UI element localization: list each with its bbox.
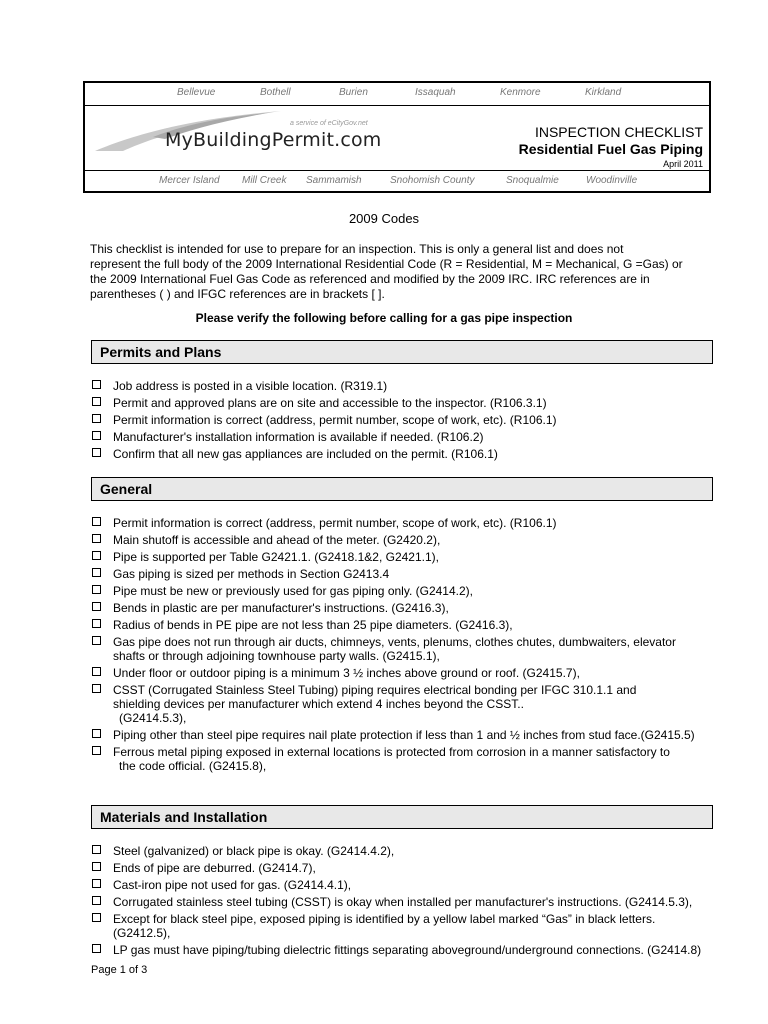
checkbox[interactable] xyxy=(92,944,101,953)
checklist-item-text: Piping other than steel pipe requires nail plate protection if less than 1 and ½ inches from stud face.(G2415.5) xyxy=(113,728,695,742)
checkbox[interactable] xyxy=(92,684,101,693)
checkbox[interactable] xyxy=(92,568,101,577)
logo-text: MyBuildingPermit.com xyxy=(165,129,382,151)
checkbox[interactable] xyxy=(92,896,101,905)
checklist-item-text: Ends of pipe are deburred. (G2414.7), xyxy=(113,861,316,875)
intro-line: parentheses ( ) and IFGC references are in brackets [ ]. xyxy=(90,287,385,301)
checklist-item-continuation: (G2414.5.3), xyxy=(119,711,187,725)
checklist-item xyxy=(91,516,731,530)
checkbox[interactable] xyxy=(92,585,101,594)
checkbox[interactable] xyxy=(92,534,101,543)
checklist-item xyxy=(91,618,731,632)
checklist-item-text: Main shutoff is accessible and ahead of the meter. (G2420.2), xyxy=(113,533,441,547)
checklist-item-text: Except for black steel pipe, exposed piping is identified by a yellow label marked “Gas” in black letters. xyxy=(113,912,656,926)
city-link[interactable]: Snoqualmie xyxy=(506,175,559,186)
checklist-item-text: Manufacturer's installation information is available if needed. (R106.2) xyxy=(113,430,484,444)
checklist-item xyxy=(91,601,731,615)
checklist-date: April 2011 xyxy=(663,159,703,169)
section-header-permits-and-plans: Permits and Plans xyxy=(91,340,713,364)
checklist-item-text: Permit information is correct (address, permit number, scope of work, etc). (R106.1) xyxy=(113,413,557,427)
checkbox[interactable] xyxy=(92,879,101,888)
checklist-item xyxy=(91,447,731,461)
checklist-item xyxy=(91,584,731,598)
checklist-item xyxy=(91,745,731,773)
logo-service-text: a service of eCityGov.net xyxy=(290,120,368,127)
mybuildingpermit-logo xyxy=(85,105,415,170)
checklist-item xyxy=(91,396,731,410)
checklist-item-text: Job address is posted in a visible location. (R319.1) xyxy=(113,379,388,393)
checkbox[interactable] xyxy=(92,845,101,854)
city-link[interactable]: Issaquah xyxy=(415,87,456,98)
checkbox[interactable] xyxy=(92,448,101,457)
checklist-materials-and-installation xyxy=(91,844,731,960)
checklist-title: INSPECTION CHECKLIST xyxy=(534,124,703,140)
checklist-item-text: CSST (Corrugated Stainless Steel Tubing) piping requires electrical bonding per IFGC 310.1.1 and xyxy=(113,683,637,697)
checkbox[interactable] xyxy=(92,729,101,738)
checklist-subtitle: Residential Fuel Gas Piping xyxy=(518,141,703,157)
checklist-item-text: Corrugated stainless steel tubing (CSST) is okay when installed per manufacturer's instructions. (G2414.5.3), xyxy=(113,895,693,909)
checklist-item-text: Permit and approved plans are on site and accessible to the inspector. (R106.3.1) xyxy=(113,396,547,410)
checklist-item-text: Pipe must be new or previously used for gas piping only. (G2414.2), xyxy=(113,584,473,598)
checkbox[interactable] xyxy=(92,667,101,676)
checklist-item-text: Under floor or outdoor piping is a minimum 3 ½ inches above ground or roof. (G2415.7), xyxy=(113,666,580,680)
checkbox[interactable] xyxy=(92,602,101,611)
city-link[interactable]: Mercer Island xyxy=(159,175,220,186)
checklist-item xyxy=(91,666,731,680)
intro-line: represent the full body of the 2009 International Residential Code (R = Residential, M = Mechanical, G =Gas) or xyxy=(90,257,683,271)
checklist-item-text: Gas piping is sized per methods in Section G2413.4 xyxy=(113,567,390,581)
checkbox[interactable] xyxy=(92,746,101,755)
city-link[interactable]: Bellevue xyxy=(177,87,216,98)
intro-paragraph xyxy=(90,242,720,302)
checklist-item-text: Steel (galvanized) or black pipe is okay. (G2414.4.2), xyxy=(113,844,395,858)
checklist-item xyxy=(91,567,731,581)
checkbox[interactable] xyxy=(92,431,101,440)
checklist-item xyxy=(91,844,731,858)
checklist-item-text: Bends in plastic are per manufacturer's instructions. (G2416.3), xyxy=(113,601,449,615)
checkbox[interactable] xyxy=(92,380,101,389)
city-row-top xyxy=(85,83,709,106)
city-link[interactable]: Sammamish xyxy=(306,175,362,186)
checkbox[interactable] xyxy=(92,397,101,406)
checklist-item xyxy=(91,861,731,875)
checklist-general xyxy=(91,516,731,776)
checklist-item-continuation: shielding devices per manufacturer which extend 4 inches beyond the CSST.. xyxy=(113,697,524,711)
intro-line: the 2009 International Fuel Gas Code as referenced and modified by the 2009 IRC. IRC references are in xyxy=(90,272,650,286)
checklist-item-text: LP gas must have piping/tubing dielectric fittings separating aboveground/underground connections. (G2414.8) xyxy=(113,943,702,957)
city-link[interactable]: Mill Creek xyxy=(242,175,287,186)
header-box xyxy=(83,81,711,193)
checklist-item xyxy=(91,430,731,444)
city-link[interactable]: Kenmore xyxy=(500,87,541,98)
checklist-item xyxy=(91,635,731,663)
checklist-item xyxy=(91,895,731,909)
checkbox[interactable] xyxy=(92,862,101,871)
checklist-item-continuation: the code official. (G2415.8), xyxy=(119,759,267,773)
checklist-item-text: Permit information is correct (address, permit number, scope of work, etc). (R106.1) xyxy=(113,516,557,530)
checklist-item-continuation: (G2412.5), xyxy=(113,926,171,940)
city-link[interactable]: Woodinville xyxy=(586,175,638,186)
city-row-bottom xyxy=(85,170,709,192)
checkbox[interactable] xyxy=(92,619,101,628)
checklist-item-text: Ferrous metal piping exposed in external locations is protected from corrosion in a manner satisfactory to xyxy=(113,745,670,759)
checklist-item-continuation: shafts or through adjoining townhouse party walls. (G2415.1), xyxy=(113,649,440,663)
page-number: Page 1 of 3 xyxy=(91,964,148,976)
checklist-item xyxy=(91,683,731,725)
checklist-item xyxy=(91,878,731,892)
city-link[interactable]: Snohomish County xyxy=(390,175,475,186)
checklist-item-text: Pipe is supported per Table G2421.1. (G2418.1&2, G2421.1), xyxy=(113,550,439,564)
checklist-item-text: Confirm that all new gas appliances are included on the permit. (R106.1) xyxy=(113,447,498,461)
checklist-item xyxy=(91,728,731,742)
checkbox[interactable] xyxy=(92,414,101,423)
checkbox[interactable] xyxy=(92,913,101,922)
checklist-item xyxy=(91,533,731,547)
checklist-item xyxy=(91,379,731,393)
checkbox[interactable] xyxy=(92,551,101,560)
checkbox[interactable] xyxy=(92,636,101,645)
checklist-item xyxy=(91,912,731,940)
city-link[interactable]: Bothell xyxy=(260,87,291,98)
checkbox[interactable] xyxy=(92,517,101,526)
verify-instruction: Please verify the following before calling for a gas pipe inspection xyxy=(195,311,573,325)
checklist-item xyxy=(91,550,731,564)
codes-heading: 2009 Codes xyxy=(348,211,420,226)
city-link[interactable]: Burien xyxy=(339,87,368,98)
section-header-general: General xyxy=(91,477,713,501)
checklist-item-text: Radius of bends in PE pipe are not less than 25 pipe diameters. (G2416.3), xyxy=(113,618,513,632)
intro-line: This checklist is intended for use to prepare for an inspection. This is only a general list and does not xyxy=(90,242,624,256)
checklist-item xyxy=(91,413,731,427)
checklist-permits-and-plans xyxy=(91,379,731,464)
section-header-materials-and-installation: Materials and Installation xyxy=(91,805,713,829)
checklist-item-text: Gas pipe does not run through air ducts, chimneys, vents, plenums, clothes chutes, dumbwaiters, elevator xyxy=(113,635,676,649)
checklist-item xyxy=(91,943,731,957)
city-link[interactable]: Kirkland xyxy=(585,87,622,98)
checklist-item-text: Cast-iron pipe not used for gas. (G2414.4.1), xyxy=(113,878,352,892)
